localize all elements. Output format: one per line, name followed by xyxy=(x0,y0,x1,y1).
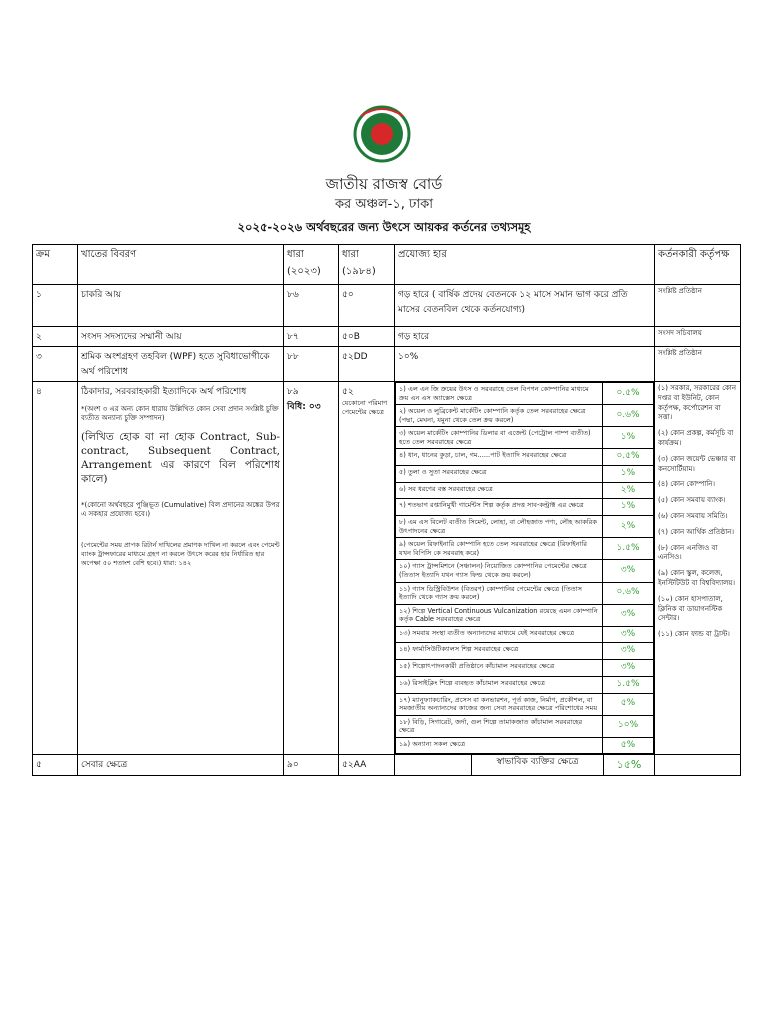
rate-item xyxy=(396,626,654,643)
header-serial: ক্রম xyxy=(33,245,78,285)
description-note-cumulative: *(কোনো অর্থবছরে পুঞ্জিভূত (Cumulative) বিল প্রদানের অঙ্কের উপর এ সকহার প্রযোজ্য হবে।) xyxy=(81,500,280,518)
rate-item-text: ৪) ধান, ধানের কুড়া, চাল, গম......পাট ইত্যাদি সরবরাহের ক্ষেত্রে xyxy=(396,449,603,466)
row-section-2023: ৮৭ xyxy=(284,327,339,347)
rate-item-percent: ১% xyxy=(603,427,654,449)
rate-item xyxy=(396,676,654,693)
section-2023-rule: বিধি: ০৩ xyxy=(287,402,321,412)
rate-item-text: ২) অয়েল ও লুব্রিকেন্ট মার্কেটিং কোম্পানি কর্তৃক তেল সরবরাহের ক্ষেত্রে (পদ্মা, মেঘনা, যমুনা থেকে তেল ক্রয় করলে) xyxy=(396,405,603,427)
rate-item-percent: ৫% xyxy=(603,693,654,715)
header-description: খাতের বিবরণ xyxy=(78,245,284,285)
rate-item xyxy=(396,466,654,483)
row-serial: ৪ xyxy=(33,382,78,755)
authority-item: (২) কোন প্রকল্প, কর্মসূচি বা কার্যক্রম। xyxy=(658,429,734,447)
row-serial: ৫ xyxy=(33,755,78,776)
row-rate: গড় হারে ( বার্ষিক প্রদেয় বেতনকে ১২ মাসে সমান ভাগ করে প্রতি মাসের বেতনবিল থেকে কর্তনযোগ্য) xyxy=(395,285,655,327)
description-note-scope: *(অংশ ৩ এর অন্য কোন ধারায় উল্লিখিত কোন সেবা প্রদান সংশ্লিষ্ট চুক্তি ব্যতীত অন্যান্য চুক্তি সম্পাদন) xyxy=(81,405,279,423)
rate-item xyxy=(396,427,654,449)
description-note-penalty: (পেমেন্টের সময় প্রাপক রিটার্ন দাখিলের প্রমাণক দাখিল না করলে এবং পেমেন্ট ব্যাংক ট্রান্সফারের মাধ্যমে গ্রহণ না করলে উৎসে করের হার নির্ধারিত হার অপেক্ষা ৫০ শতাংশ বেশি হবে।) ধারা: ১৪২ xyxy=(81,541,280,567)
rate-item xyxy=(396,604,654,626)
row-authority xyxy=(655,755,741,776)
row-authority: সংসদ সচিবালয় xyxy=(655,327,741,347)
rate-item-text: ১৩) সমবায় সংস্থা ব্যতীত অন্যান্যদের মাধ্যমে যেই সরবরাহের ক্ষেত্রে xyxy=(396,626,603,643)
rate-item-percent: ৩% xyxy=(603,643,654,660)
table-row-contractors xyxy=(33,382,741,755)
header-section-1984: ধারা (১৯৮৪) xyxy=(339,245,395,285)
rate-item xyxy=(396,538,654,560)
rate-item xyxy=(396,660,654,677)
header-authority: কর্তনকারী কর্তৃপক্ষ xyxy=(655,245,741,285)
table-row xyxy=(33,347,741,382)
org-title: জাতীয় রাজস্ব বোর্ড xyxy=(325,175,443,193)
rate-item-percent: ৩% xyxy=(603,604,654,626)
section-2023-value: ৮৯ xyxy=(287,387,299,397)
rate-item-text: ১৬) রিসাইক্লিং শিল্পে ব্যবহৃত কাঁচামাল সরবরাহের ক্ষেত্রে xyxy=(396,676,603,693)
row-section-1984 xyxy=(339,382,395,755)
header-section-2023: ধারা (২০২৩) xyxy=(284,245,339,285)
rate-item xyxy=(396,582,654,604)
rate-item-text: ৮) এম এস বিলেট ব্যতীত সিমেন্ট, লোহা, বা লৌহজাত পণ্য, লৌহ আকরিক উৎপাদনের ক্ষেত্রে xyxy=(396,516,603,538)
row-authority: সংশ্লিষ্ট প্রতিষ্ঠান xyxy=(655,347,741,382)
authority-item: (৯) কোন স্কুল, কলেজ, ইনস্টিটিউট বা বিশ্ববিদ্যালয়। xyxy=(658,569,736,587)
table-row xyxy=(33,285,741,327)
rate-item-text: ১০) গ্যাস ট্রান্সমিশনে (সঞ্চালন) নিয়োজিত কোম্পানির পেমেন্টের ক্ষেত্রে (তিতাস ইত্যাদি যখন গ্যাস ফিল্ড থেকে ক্রয় করলে) xyxy=(396,560,603,582)
row-section-2023: ৮৬ xyxy=(284,285,339,327)
row-description: সংসদ সদস্যদের সম্মানী আয় xyxy=(78,327,284,347)
row-description: সেবার ক্ষেত্রে xyxy=(78,755,284,776)
rate-percent: ১৫% xyxy=(604,755,655,775)
rate-item xyxy=(396,449,654,466)
row-description: চাকরি আয় xyxy=(78,285,284,327)
document-title: ২০২৫-২০২৬ অর্থবছরের জন্য উৎসে আয়কর কর্তনের তথ্যসমূহ xyxy=(237,220,531,234)
row-serial: ১ xyxy=(33,285,78,327)
rate-item xyxy=(396,737,654,754)
rate-item-percent: ৩% xyxy=(603,660,654,677)
authority-item: (৫) কোন সমবায় ব্যাংক। xyxy=(658,496,726,505)
rate-item-text: ১৭) ম্যানুফ্যাকচারিং, প্রসেস বা কনভারশন, পূর্ত কাজ, নির্মাণ, প্রকৌশল, বা সমজাতীয় অন্যান্যদের কাজের জন্য সেবা সরবরাহের ক্ষেত্রে পরিশোধের সময় xyxy=(396,693,603,715)
row-section-1984: ৫২DD xyxy=(339,347,395,382)
rate-item-percent: ০.৬% xyxy=(603,582,654,604)
rate-item-text: ৫) তুলা ও সুতা সরবরাহের ক্ষেত্রে xyxy=(396,466,603,483)
authority-item: (৭) কোন আর্থিক প্রতিষ্ঠান। xyxy=(658,527,734,536)
authority-item: (১০) কোন হাসপাতাল, ক্লিনিক বা ডায়াগনস্টিক সেন্টার। xyxy=(658,594,723,623)
rate-item xyxy=(396,693,654,715)
table-row xyxy=(33,755,741,776)
table-row xyxy=(33,327,741,347)
rate-item xyxy=(396,560,654,582)
row-rate-list xyxy=(395,382,655,755)
rate-item-percent: ১.৫% xyxy=(603,676,654,693)
row-rate xyxy=(395,755,655,776)
rate-subtable xyxy=(395,382,654,754)
rate-item xyxy=(396,405,654,427)
rate-item-percent: ১০% xyxy=(603,715,654,737)
rate-item xyxy=(396,383,654,405)
authority-item: (১১) কোন ফান্ড বা ট্রাস্ট। xyxy=(658,630,730,639)
rate-item-text: ১) এল এন জি ক্রয়ের উৎস ও সরবরাহে তেল বিপণন কোম্পানির মাধ্যমে ক্রয় এন এস অ্যাক্সেস ক্ষেত্রে xyxy=(396,383,603,405)
row-section-1984: ৫০B xyxy=(339,327,395,347)
row-authority: সংশ্লিষ্ট প্রতিষ্ঠান xyxy=(655,285,741,327)
authority-item: (৩) কোন জয়েন্ট ভেঞ্চার বা কনসোর্টিয়াম। xyxy=(658,454,736,473)
rate-item-percent: ১% xyxy=(603,466,654,483)
rate-item-percent: ০.৫% xyxy=(603,449,654,466)
authority-item: (১) সরকার, সরকারের কোন দপ্তর বা ইউনিট, কোন কর্তৃপক্ষ, কর্পোরেশন বা সত্তা। xyxy=(658,384,737,422)
authority-item: (৬) কোন সমবায় সমিতি। xyxy=(658,511,728,520)
rate-item-percent: ০.৫% xyxy=(603,383,654,405)
rate-item-percent: ০.৬% xyxy=(603,405,654,427)
rate-text: স্বাভাবিক ব্যক্তির ক্ষেত্রে xyxy=(472,755,604,775)
description-contract: (লিখিত হোক বা না হোক Contract, Sub-contract, Subsequent Contract, Arrangement এর কারণে বিল পরিশোধ কালে) xyxy=(81,430,280,486)
section-1984-note: যেকোনো পরিমাণ পেমেন্টের ক্ষেত্রে xyxy=(342,399,388,416)
row-rate: ১০% xyxy=(395,347,655,382)
authority-item: (৪) কোন কোম্পানি। xyxy=(658,480,715,489)
row-description: শ্রমিক অংশগ্রহণ তহবিল (WPF) হতে সুবিধাভোগীকে অর্থ পরিশোধ xyxy=(78,347,284,382)
row-description xyxy=(78,382,284,755)
rate-item xyxy=(396,482,654,499)
description-title: ঠিকাদার, সরবরাহকারী ইত্যাদিকে অর্থ পরিশোধ xyxy=(81,387,247,397)
rate-item-percent: ৫% xyxy=(603,737,654,754)
row-section-1984: ৫২AA xyxy=(339,755,395,776)
rate-item-text: ১৪) ফার্মাসিউটিক্যালস শিল্প সরবরাহের ক্ষেত্রে xyxy=(396,643,603,660)
rate-item-text: ১৫) শিল্পোৎপাদনকারী প্রতিষ্ঠানে কাঁচামাল সরবরাহের ক্ষেত্রে xyxy=(396,660,603,677)
row-section-2023: ৮৮ xyxy=(284,347,339,382)
row-authority-list xyxy=(655,382,741,755)
rate-item-text: ৬) সব ধরণের বস্ত সরবরাহের ক্ষেত্রে xyxy=(396,482,603,499)
section-1984-value: ৫২ xyxy=(342,387,354,397)
nbr-logo xyxy=(349,104,415,164)
rate-item-text: ১৮) বিড়ি, সিগারেট, জর্দা, গুল শিল্পে তামাকজাত কাঁচামাল সরবরাহের ক্ষেত্রে xyxy=(396,715,603,737)
rate-item-percent: ৩% xyxy=(603,560,654,582)
rate-item-percent: ২% xyxy=(603,516,654,538)
rate-item xyxy=(396,715,654,737)
rate-item xyxy=(396,643,654,660)
authority-item: (৮) কোন এনজিও বা এনসিও। xyxy=(658,543,718,562)
row-serial: ২ xyxy=(33,327,78,347)
rate-item-text: ৯) অয়েল রিফাইনারি কোম্পানি হতে তেল সরবরাহের ক্ষেত্রে (রিফাইনারি যখন বিপিসি কে সরবরাহ করে) xyxy=(396,538,603,560)
rate-item-percent: ৩% xyxy=(603,626,654,643)
tax-deduction-table xyxy=(32,244,741,776)
rate-item-text: ১৯) অন্যান্য সকল ক্ষেত্রে xyxy=(396,737,603,754)
rate-item-text: ৭) শতভাগ রপ্তানিমুখী গার্মেন্টস শিল্প কর্তৃক প্রদত্ত সাব-কন্ট্রাক্ট এর ক্ষেত্রে xyxy=(396,499,603,516)
row-section-2023: ৯০ xyxy=(284,755,339,776)
rate-item xyxy=(396,499,654,516)
rate-item-percent: ১.৫% xyxy=(603,538,654,560)
zone-title: কর অঞ্চল-১, ঢাকা xyxy=(334,197,434,212)
rate-item-text: ১১) গ্যাস ডিস্ট্রিবিউশন (বিতরণ) কোম্পানির পেমেন্টের ক্ষেত্রে (তিতাস ইত্যাদি থেকে গ্যাস ক্রয় করলে) xyxy=(396,582,603,604)
rate-item-percent: ১% xyxy=(603,499,654,516)
row-section-1984: ৫০ xyxy=(339,285,395,327)
header-rate: প্রযোজ্য হার xyxy=(395,245,655,285)
row-serial: ৩ xyxy=(33,347,78,382)
rate-item xyxy=(396,516,654,538)
row-section-2023 xyxy=(284,382,339,755)
rate-item-percent: ২% xyxy=(603,482,654,499)
row-rate: গড় হারে xyxy=(395,327,655,347)
rate-item-text: ১২) শিল্পে Vertical Continuous Vulcanization রয়েছে এমন কোম্পানি কর্তৃক Cable সরবরাহের ক্ষেত্রে xyxy=(396,604,603,626)
authority-list xyxy=(658,384,737,640)
rate-item-text: ৩) অয়েল মার্কেটিং কোম্পানির ডিলার বা এজেন্ট (পেট্রোল পাম্প ব্যতীত) হতে তেল সরবরাহের ক্ষেত্রে xyxy=(396,427,603,449)
